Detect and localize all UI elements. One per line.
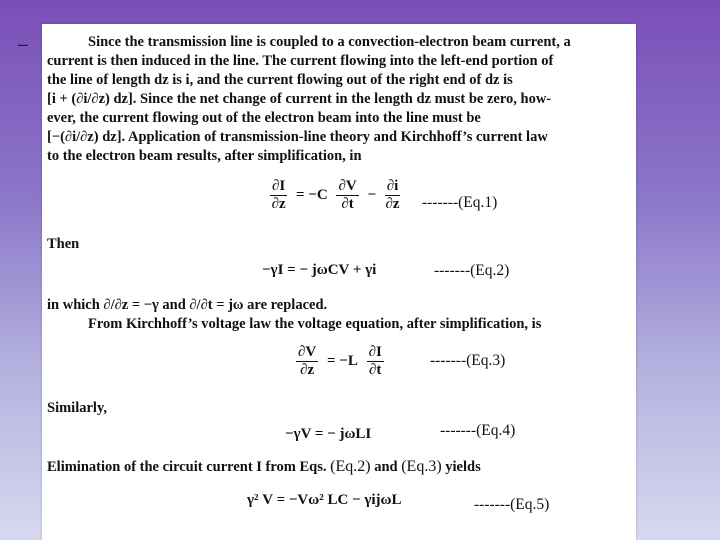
in-which-line: in which ∂/∂z = −γ and ∂/∂t = jω are replaced.: [47, 297, 328, 313]
equation-1: [270, 178, 400, 213]
eq1-lhs-fraction: [270, 178, 287, 213]
then-label: Then: [47, 236, 80, 252]
eq1-rhs-denominator: ∂z: [385, 196, 400, 212]
eq1-rhs-numerator: ∂i: [386, 178, 399, 194]
eq5-tag: -------(Eq.5): [474, 496, 550, 513]
equation-5: γ² V = −Vω² LC − γijωL: [247, 492, 402, 508]
paragraph-line-1: Since the transmission line is coupled to a convection-electron beam current, a: [88, 34, 571, 50]
equation-3: [296, 344, 384, 379]
eq3-rhs-numerator: ∂I: [368, 344, 382, 360]
similarly-label: Similarly,: [47, 400, 108, 416]
eq4-tag: -------(Eq.4): [440, 422, 516, 439]
scanned-page: [42, 24, 636, 540]
paragraph-line-5: ever, the current flowing out of the electron beam into the line must be: [47, 110, 481, 126]
eq2-tag: -------(Eq.2): [434, 262, 510, 279]
elimination-ref-eq2: (Eq.2): [330, 458, 371, 475]
equation-4: −γV = − jωLI: [285, 426, 372, 442]
eq1-mid-fraction: [336, 178, 358, 213]
bullet-marker: –: [18, 34, 29, 54]
paragraph-line-6: [−(∂i/∂z) dz]. Application of transmission-line theory and Kirchhoff’s current law: [47, 129, 548, 145]
eq3-rhs-fraction: [367, 344, 384, 379]
elimination-ref-eq3: (Eq.3): [401, 458, 442, 475]
eq1-lhs-denominator: ∂z: [271, 196, 286, 212]
eq3-rhs-denominator: ∂t: [369, 362, 382, 378]
eq1-mid-numerator: ∂V: [338, 178, 357, 194]
eq3-lhs-numerator: ∂V: [298, 344, 317, 360]
voltage-law-line: From Kirchhoff’s voltage law the voltage equation, after simplification, is: [88, 316, 542, 332]
paragraph-line-2: current is then induced in the line. The current flowing into the left-end portion of: [47, 53, 554, 69]
elimination-and: and: [374, 459, 398, 475]
eq3-lhs-fraction: [296, 344, 318, 379]
eq3-tag: -------(Eq.3): [430, 352, 506, 369]
eq1-tag: -------(Eq.1): [422, 194, 498, 211]
elimination-prefix: Elimination of the circuit current I from Eqs.: [47, 459, 327, 475]
equation-2: −γI = − jωCV + γi: [262, 262, 377, 278]
eq1-equals: = −C: [296, 187, 328, 203]
paragraph-line-3: the line of length dz is i, and the current flowing out of the right end of dz is: [47, 72, 513, 88]
eq3-lhs-denominator: ∂z: [300, 362, 315, 378]
eq1-minus: −: [367, 187, 376, 203]
eq1-rhs-fraction: [385, 178, 401, 213]
elimination-suffix: yields: [445, 459, 481, 475]
eq1-mid-denominator: ∂t: [341, 196, 354, 212]
paragraph-line-7: to the electron beam results, after simplification, in: [47, 148, 362, 164]
paragraph-line-4: [i + (∂i/∂z) dz]. Since the net change of current in the length dz must be zero, how-: [47, 91, 552, 107]
elimination-line: [47, 458, 481, 476]
eq3-equals: = −L: [327, 353, 358, 369]
eq1-lhs-numerator: ∂I: [272, 178, 286, 194]
